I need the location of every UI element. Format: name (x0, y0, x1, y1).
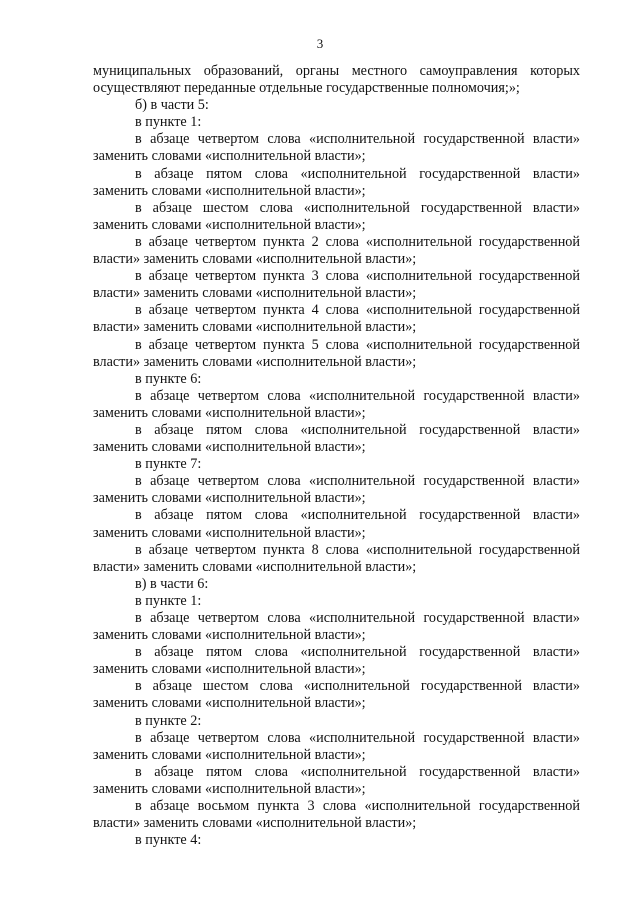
paragraph: в абзаце пятом слова «исполнительной государственной власти» заменить словами «исполнительной власти»; (93, 507, 580, 541)
paragraph: в абзаце пятом слова «исполнительной государственной власти» заменить словами «исполнительной власти»; (93, 165, 580, 199)
paragraph: в абзаце четвертом слова «исполнительной государственной власти» заменить словами «исполнительной власти»; (93, 610, 580, 644)
paragraph: в абзаце пятом слова «исполнительной государственной власти» заменить словами «исполнительной власти»; (93, 763, 580, 797)
paragraph: в абзаце пятом слова «исполнительной государственной власти» заменить словами «исполнительной власти»; (93, 421, 580, 456)
paragraph: в абзаце четвертом пункта 3 слова «исполнительной государственной власти» заменить словами «исполнительной власти»; (93, 268, 580, 302)
paragraph: в абзаце пятом слова «исполнительной государственной власти» заменить словами «исполнительной власти»; (93, 644, 580, 678)
paragraph: в пункте 6: (135, 370, 202, 387)
paragraph: в пункте 7: (135, 456, 202, 473)
paragraph: в абзаце шестом слова «исполнительной государственной власти» заменить словами «исполнительной власти»; (93, 199, 580, 233)
paragraph: в пункте 4: (135, 832, 202, 849)
document-body (93, 63, 580, 849)
paragraph: в абзаце четвертом слова «исполнительной государственной власти» заменить словами «исполнительной власти»; (93, 387, 580, 421)
paragraph: в абзаце четвертом пункта 4 слова «исполнительной государственной власти» заменить словами «исполнительной власти»; (93, 302, 580, 336)
paragraph: муниципальных образований, органы местного самоуправления которых осуществляют переданные отдельные государственные полномочия;»; (93, 63, 580, 97)
paragraph: б) в части 5: (135, 97, 209, 114)
paragraph: в абзаце четвертом пункта 8 слова «исполнительной государственной власти» заменить словами «исполнительной власти»; (93, 541, 580, 575)
paragraph: в абзаце восьмом пункта 3 слова «исполнительной государственной власти» заменить словами «исполнительной власти»; (93, 798, 580, 832)
paragraph: в абзаце четвертом слова «исполнительной государственной власти» заменить словами «исполнительной власти»; (93, 729, 580, 763)
paragraph: в пункте 1: (135, 592, 202, 609)
paragraph: в пункте 1: (135, 114, 202, 131)
paragraph: в) в части 6: (135, 575, 209, 592)
paragraph: в абзаце четвертом слова «исполнительной государственной власти» заменить словами «исполнительной власти»; (93, 473, 580, 507)
paragraph: в пункте 2: (135, 712, 202, 729)
paragraph: в абзаце шестом слова «исполнительной государственной власти» заменить словами «исполнительной власти»; (93, 678, 580, 712)
paragraph: в абзаце четвертом пункта 5 слова «исполнительной государственной власти» заменить словами «исполнительной власти»; (93, 336, 580, 370)
paragraph: в абзаце четвертом пункта 2 слова «исполнительной государственной власти» заменить словами «исполнительной власти»; (93, 233, 580, 268)
page-number: 3 (316, 36, 324, 51)
paragraph: в абзаце четвертом слова «исполнительной государственной власти» заменить словами «исполнительной власти»; (93, 131, 580, 165)
